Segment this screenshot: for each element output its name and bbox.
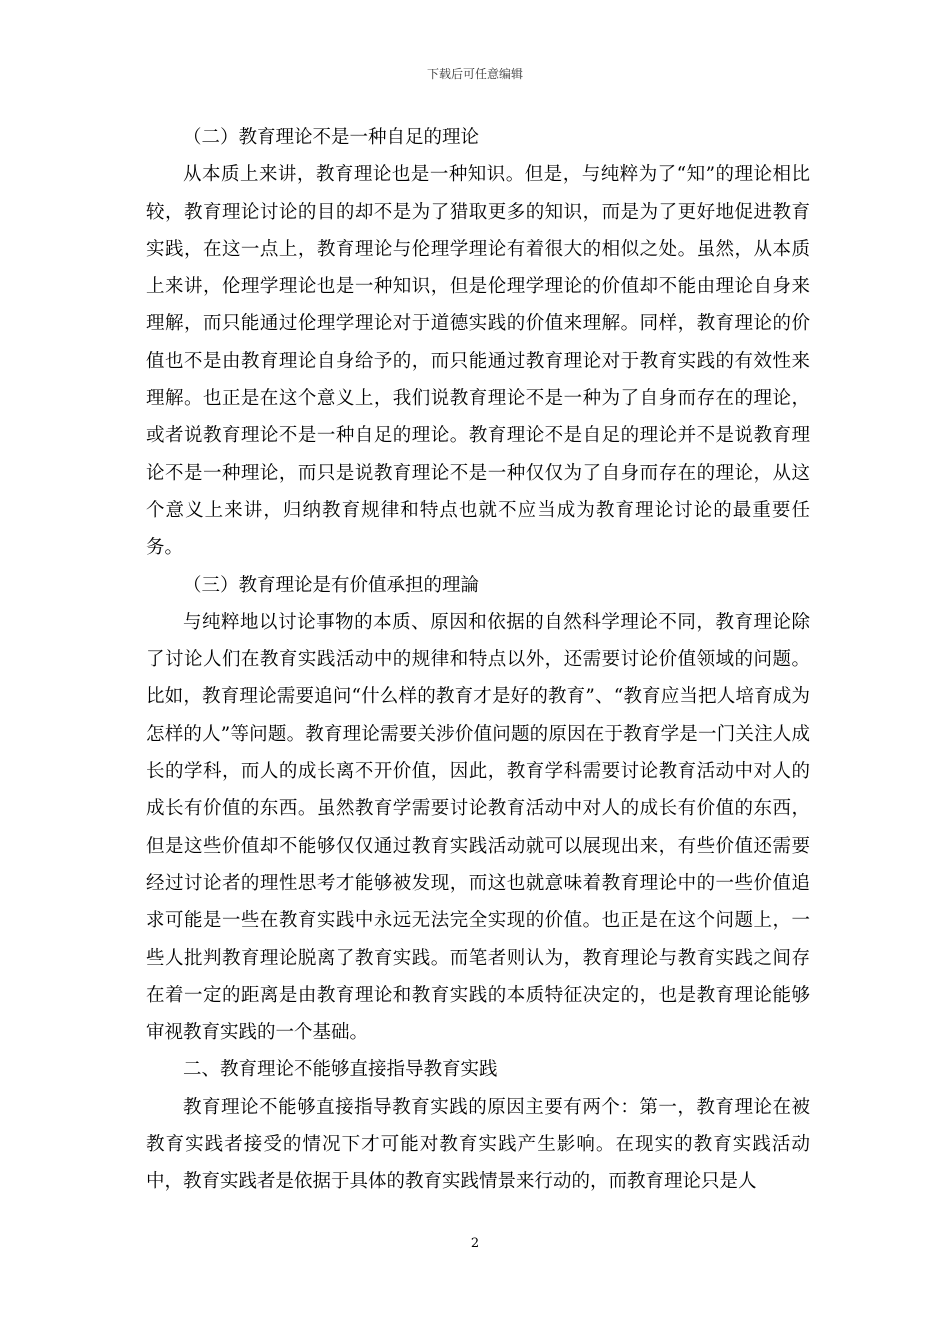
section-heading: （三）教育理论是有价值承担的理論 bbox=[183, 574, 480, 596]
page-header: 下载后可任意编辑 bbox=[426, 67, 523, 81]
section-heading: （二）教育理论不是一种自足的理论 bbox=[183, 127, 480, 148]
page-number: 2 bbox=[470, 1236, 480, 1251]
body-paragraph: 教育理论不能够直接指导教育实践的原因主要有两个：第一，教育理论在被教育实践者接受的情况下才可能对教育实践产生影响。在现实的教育实践活动中，教育实践者是依据于具体的教育实践情景来行动的，而教育理论只是人 bbox=[146, 1096, 810, 1193]
body-paragraph: 从本质上来讲，教育理论也是一种知识。但是，与纯粹为了“知”的理论相比较，教育理论讨论的目的却不是为了猎取更多的知识，而是为了更好地促进教育实践，在这一点上，教育理论与伦理学理论有着很大的相似之处。虽然，从本质上来讲，伦理学理论也是一种知识，但是伦理学理论的价值却不能由理论自身来理解，而只能通过伦理学理论对于道德实践的价值来理解。同样，教育理论的价值也不是由教育理论自身给予的，而只能通过教育理论对于教育实践的有效性来理解。也正是在这个意义上，我们说教育理论不是一种为了自身而存在的理论，或者说教育理论不是一种自足的理论。教育理论不是自足的理论并不是说教育理论不是一种理论，而只是说教育理论不是一种仅仅为了自身而存在的理论，从这个意义上来讲，归纳教育规律和特点也就不应当成为教育理论讨论的最重要任务。 bbox=[146, 164, 810, 559]
section-heading: 二、教育理论不能够直接指导教育实践 bbox=[183, 1059, 498, 1081]
document-body bbox=[146, 119, 810, 1201]
body-paragraph: 与纯粹地以讨论事物的本质、原因和依据的自然科学理论不同，教育理论除了讨论人们在教育实践活动中的规律和特点以外，还需要讨论价值领域的问题。比如，教育理论需要追问“什么样的教育才是好的教育”、“教育应当把人培育成为怎样的人”等问题。教育理论需要关涉价值问题的原因在于教育学是一门关注人成长的学科，而人的成长离不开价值，因此，教育学科需要讨论教育活动中对人的成长有价值的东西。虽然教育学需要讨论教育活动中对人的成长有价值的东西，但是这些价值却不能够仅仅通过教育实践活动就可以展现出来，有些价值还需要经过讨论者的理性思考才能够被发现，而这也就意味着教育理论中的一些价值追求可能是一些在教育实践中永远无法完全实现的价值。也正是在这个问题上，一些人批判教育理论脱离了教育实践。而笔者则认为，教育理论与教育实践之间存在着一定的距离是由教育理论和教育实践的本质特征决定的，也是教育理论能够审视教育实践的一个基础。 bbox=[146, 611, 810, 1044]
